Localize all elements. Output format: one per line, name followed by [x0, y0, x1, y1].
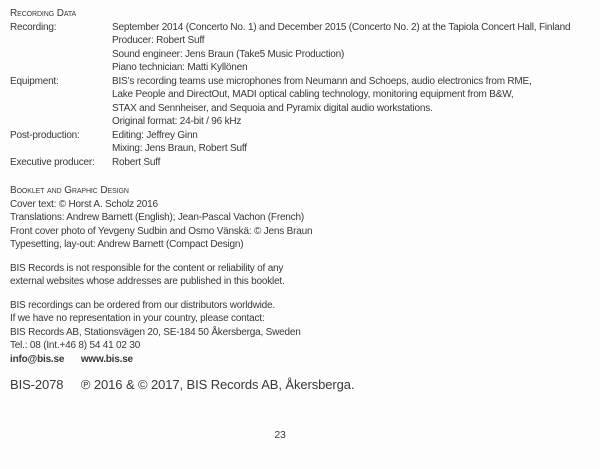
- text-line: Piano technician: Matti Kyllönen: [112, 62, 248, 73]
- text-line: Tel.: 08 (Int.+46 8) 54 41 02 30: [10, 340, 141, 351]
- text-line: BIS recordings can be ordered from our distributors worldwide.: [10, 299, 275, 311]
- booklet-page: [10, 7, 600, 443]
- text-line: external websites whose addresses are published in this booklet.: [10, 276, 285, 287]
- contact-links-line: [10, 353, 600, 367]
- email-text: info@bis.se: [10, 353, 65, 365]
- text-line: Translations: Andrew Barnett (English); Jean-Pascal Vachon (French): [10, 212, 304, 223]
- text-line: BIS Records AB, Stationsvägen 20, SE-184 50 Åkersberga, Sweden: [10, 326, 301, 338]
- text-line: BIS’s recording teams use microphones from Neumann and Schoeps, audio electronics from RME,: [112, 75, 532, 87]
- text-line: If we have no representation in your country, please contact:: [10, 313, 265, 324]
- row-label: Recording:: [10, 21, 57, 33]
- text-line: Lake People and DirectOut, MADI optical cabling technology, monitoring equipment from B&W,: [112, 89, 514, 100]
- text-line: Typesetting, lay-out: Andrew Barnett (Compact Design): [10, 239, 244, 250]
- row-value: [112, 75, 600, 129]
- recording-data-heading: Recording Data: [10, 8, 77, 19]
- disclaimer-paragraph: [10, 262, 600, 289]
- ordering-contact-paragraph: [10, 299, 600, 367]
- row-value: [112, 129, 600, 156]
- text-line: Sound engineer: Jens Braun (Take5 Music Production): [112, 48, 345, 60]
- text-line: STAX and Sennheiser, and Sequoia and Pyramix digital audio workstations.: [112, 102, 433, 114]
- catalogue-copyright-line: [10, 376, 600, 393]
- executive-producer-row: [10, 156, 600, 170]
- copyright-text: ℗ 2016 & © 2017, BIS Records AB, Åkersberga.: [80, 377, 355, 392]
- text-line: Cover text: © Horst A. Scholz 2016: [10, 198, 158, 210]
- text-line: Robert Suff: [112, 156, 161, 168]
- row-value: [112, 21, 600, 75]
- row-label: Equipment:: [10, 75, 59, 87]
- text-line: Editing: Jeffrey Ginn: [112, 129, 198, 141]
- row-value: [112, 156, 600, 170]
- text-line: Front cover photo of Yevgeny Sudbin and Osmo Vänskä: © Jens Braun: [10, 225, 313, 237]
- text-line: BIS Records is not responsible for the content or reliability of any: [10, 262, 284, 274]
- catalogue-number: BIS-2078: [10, 377, 64, 392]
- booklet-design-section: [10, 184, 600, 252]
- row-label: Post-production:: [10, 129, 80, 141]
- row-label: Executive producer:: [10, 156, 95, 168]
- text-line: Mixing: Jens Braun, Robert Suff: [112, 143, 247, 154]
- text-line: Original format: 24-bit / 96 kHz: [112, 116, 242, 127]
- booklet-design-heading: Booklet and Graphic Design: [10, 185, 129, 196]
- post-production-row: [10, 129, 600, 156]
- equipment-row: [10, 75, 600, 129]
- text-line: Producer: Robert Suff: [112, 35, 205, 46]
- recording-data-section: [10, 7, 600, 169]
- website-text: www.bis.se: [80, 353, 133, 365]
- recording-row: [10, 21, 600, 75]
- page-number-text: 23: [274, 429, 286, 441]
- text-line: September 2014 (Concerto No. 1) and December 2015 (Concerto No. 2) at the Tapiola Concert Hall, Finland: [112, 21, 571, 33]
- page-number: [10, 429, 550, 443]
